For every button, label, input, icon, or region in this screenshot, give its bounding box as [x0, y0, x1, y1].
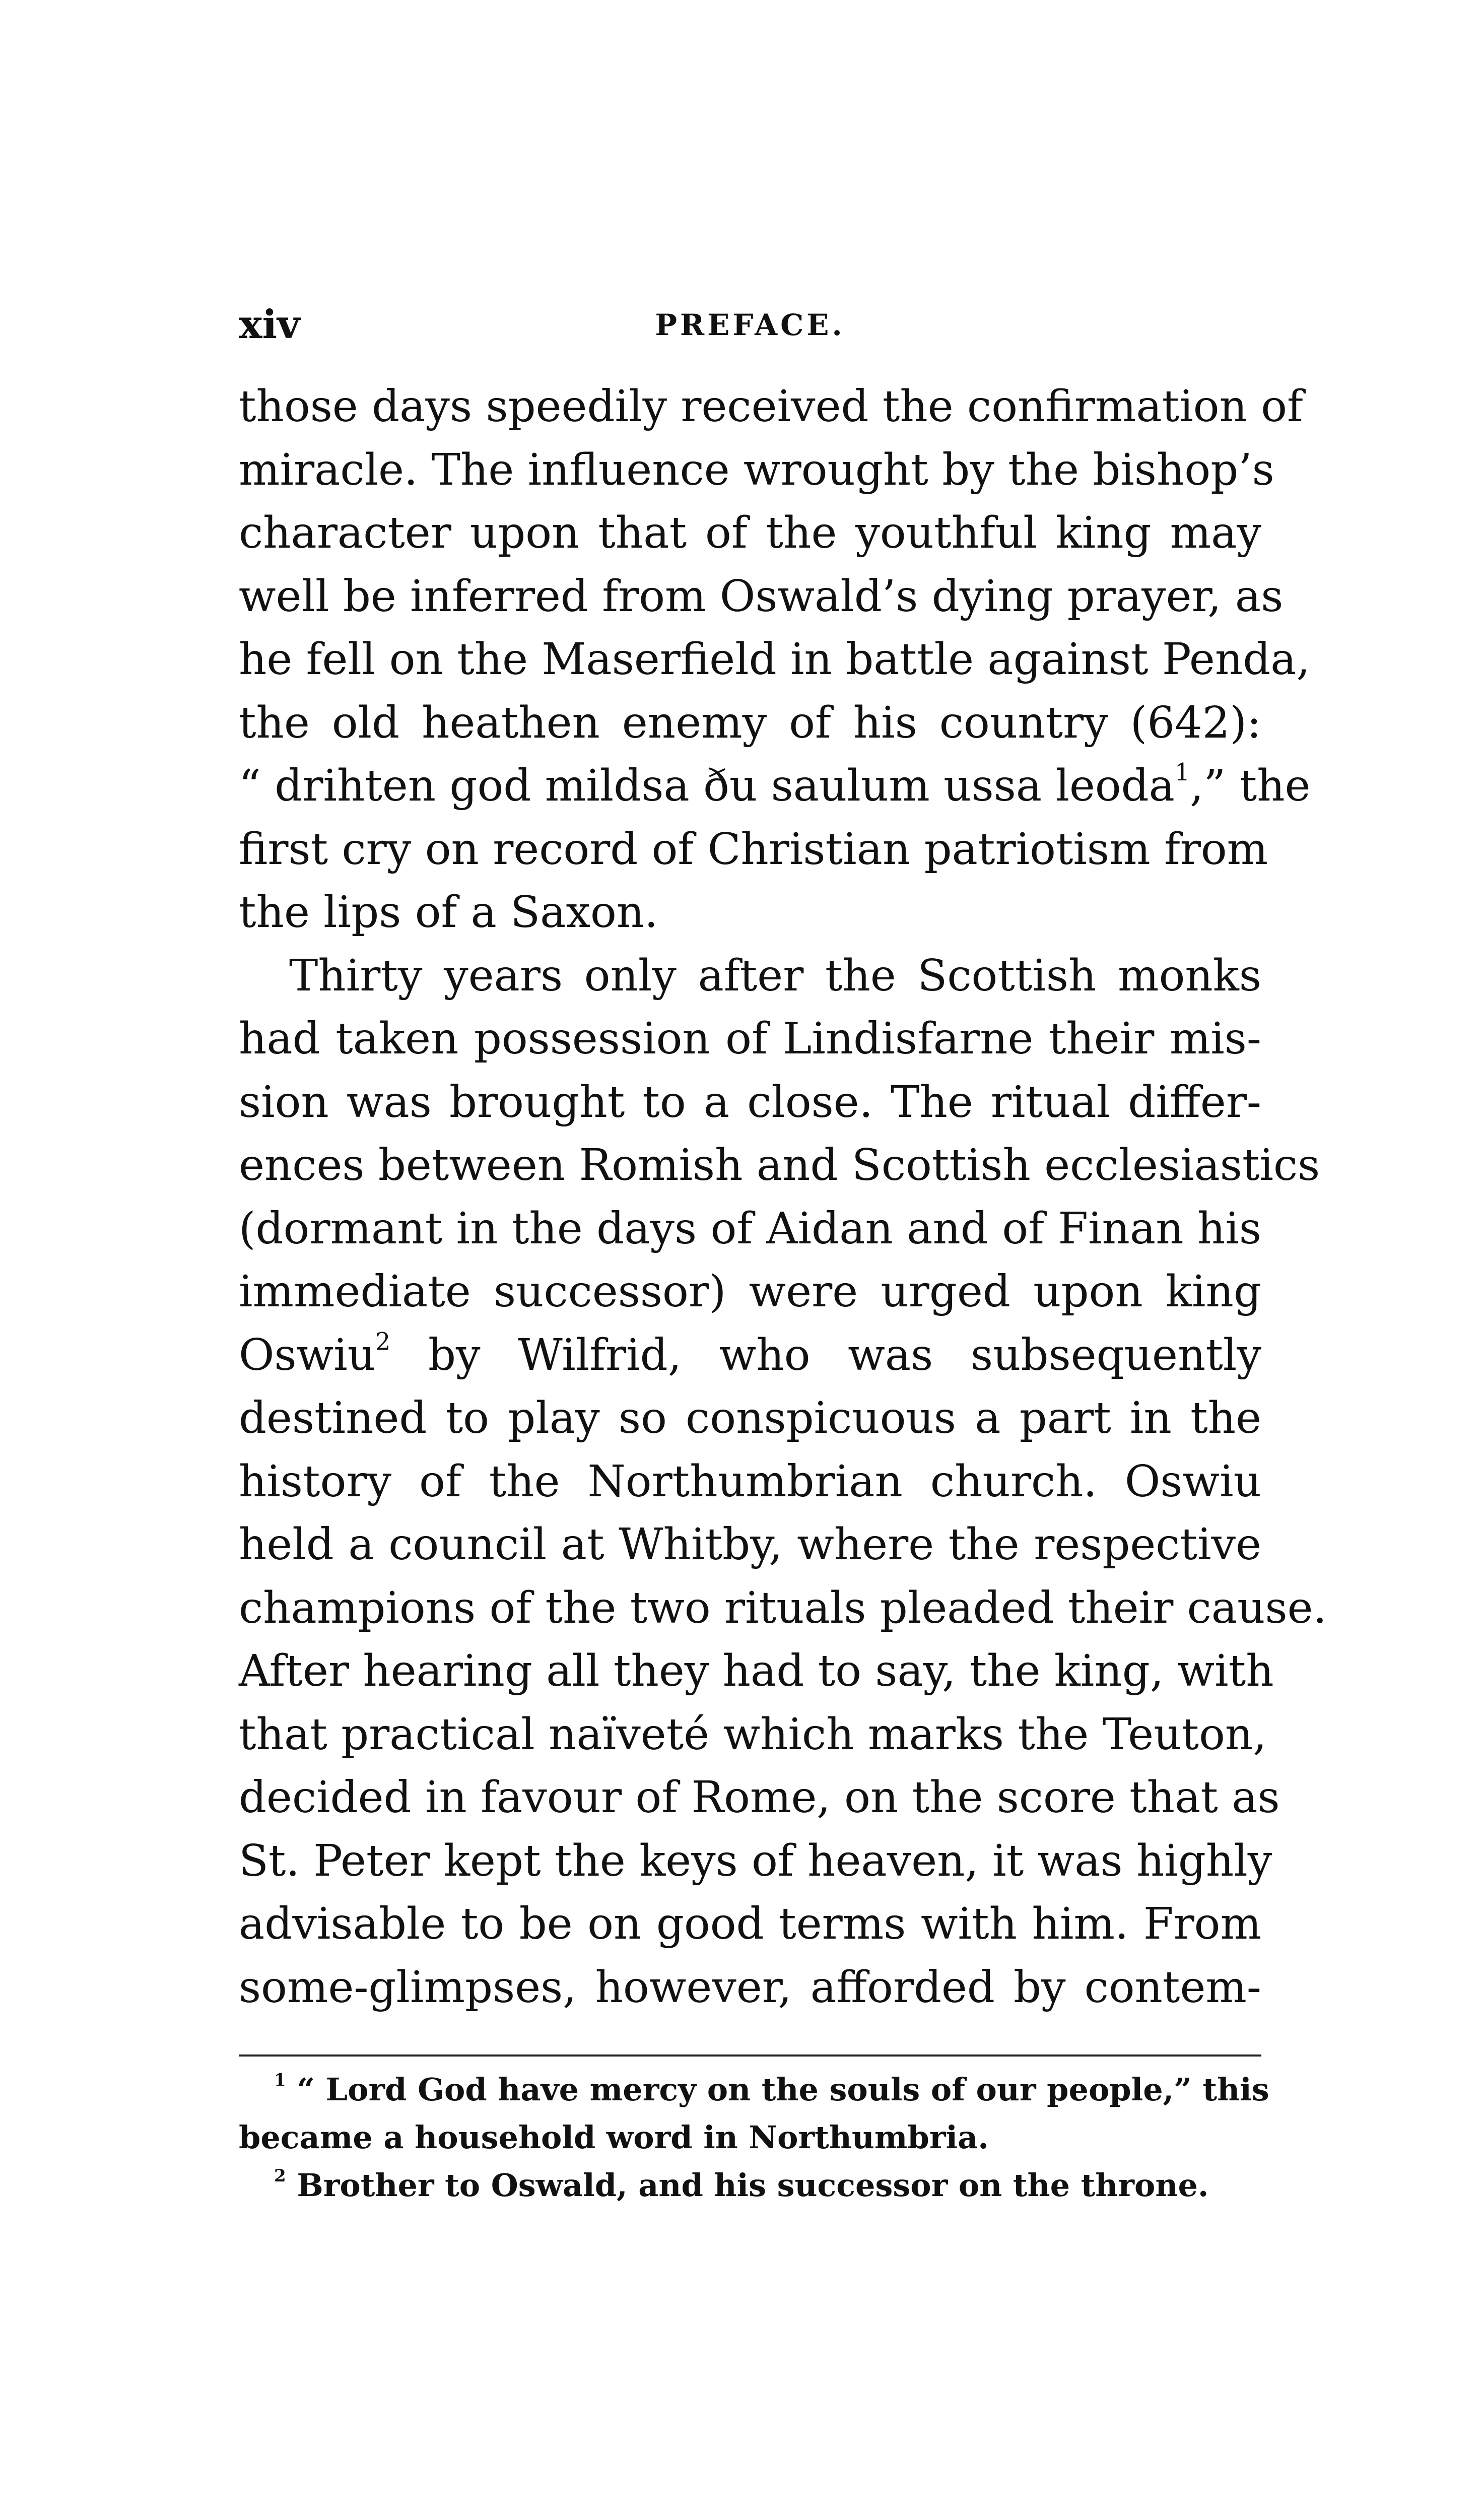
text-line: After hearing all they had to say, the king, with [239, 1646, 1274, 1696]
footnote-1-continuation: became a household word in Northumbria. [239, 2119, 989, 2156]
footnote-2-text: Brother to Oswald, and his successor on the throne. [297, 2167, 1209, 2204]
text-line: some-glimpses, however, afforded by contem- [239, 1962, 1261, 2013]
text-line: (dormant in the days of Aidan and of Finan his [239, 1203, 1261, 1254]
page-number: xiv [239, 302, 300, 348]
text-line: champions of the two rituals pleaded their cause. [239, 1582, 1327, 1633]
text-line: the old heathen enemy of his country (642): [239, 697, 1261, 748]
line-continuation: ,” the [1190, 761, 1311, 811]
text-line: destined to play so conspicuous a part in the [239, 1393, 1261, 1443]
text-line: held a council at Whitby, where the respective [239, 1519, 1261, 1570]
text-line: history of the Northumbrian church. Oswiu [239, 1456, 1261, 1507]
footnote-2 [239, 2161, 1261, 2209]
paragraph-start-line: Thirty years only after the Scottish monks [289, 950, 1261, 1001]
footnote-marker-1: 1 [1174, 758, 1190, 786]
text-line: first cry on record of Christian patriotism from [239, 824, 1268, 875]
footnotes [239, 2066, 1269, 2209]
footnote-marker-2: 2 [375, 1328, 391, 1356]
text-line [239, 755, 1311, 818]
text-line: that practical naïveté which marks the Teuton, [239, 1709, 1267, 1760]
text-line: advisable to be on good terms with him. From [239, 1899, 1261, 1949]
old-english-prayer: “ drihten god mildsa ðu saulum ussa leoda [239, 761, 1175, 811]
text-line: those days speedily received the confirmation of [239, 381, 1303, 432]
text-line: immediate successor) were urged upon king [239, 1267, 1261, 1317]
text-line: well be inferred from Oswald’s dying prayer, as [239, 571, 1284, 622]
body-text [239, 375, 1327, 2019]
footnote-1-number: 1 [274, 2070, 286, 2091]
text-line: sion was brought to a close. The ritual differ- [239, 1077, 1261, 1128]
text-line: the lips of a Saxon. [239, 887, 658, 938]
footnote-1 [239, 2066, 1269, 2113]
footnote-divider [239, 2054, 1261, 2057]
footnote-2-number: 2 [274, 2166, 286, 2186]
line-continuation: by Wilfrid, who was subsequently [390, 1330, 1261, 1380]
text-line: had taken possession of Lindisfarne their mis- [239, 1014, 1261, 1064]
text-line: St. Peter kept the keys of heaven, it was highly [239, 1835, 1272, 1886]
text-line: ences between Romish and Scottish ecclesiastics [239, 1140, 1320, 1190]
page-header [239, 297, 1261, 353]
text-line [239, 1324, 1261, 1387]
text-line: miracle. The influence wrought by the bishop’s [239, 444, 1274, 495]
running-head: PREFACE. [655, 308, 845, 342]
text-line: he fell on the Maserfield in battle against Penda, [239, 634, 1310, 685]
name-oswiu: Oswiu [239, 1330, 376, 1380]
text-line: character upon that of the youthful king may [239, 508, 1261, 558]
text-line: decided in favour of Rome, on the score that as [239, 1772, 1280, 1823]
footnote-1-text: “ Lord God have mercy on the souls of our people,” this [297, 2071, 1269, 2108]
